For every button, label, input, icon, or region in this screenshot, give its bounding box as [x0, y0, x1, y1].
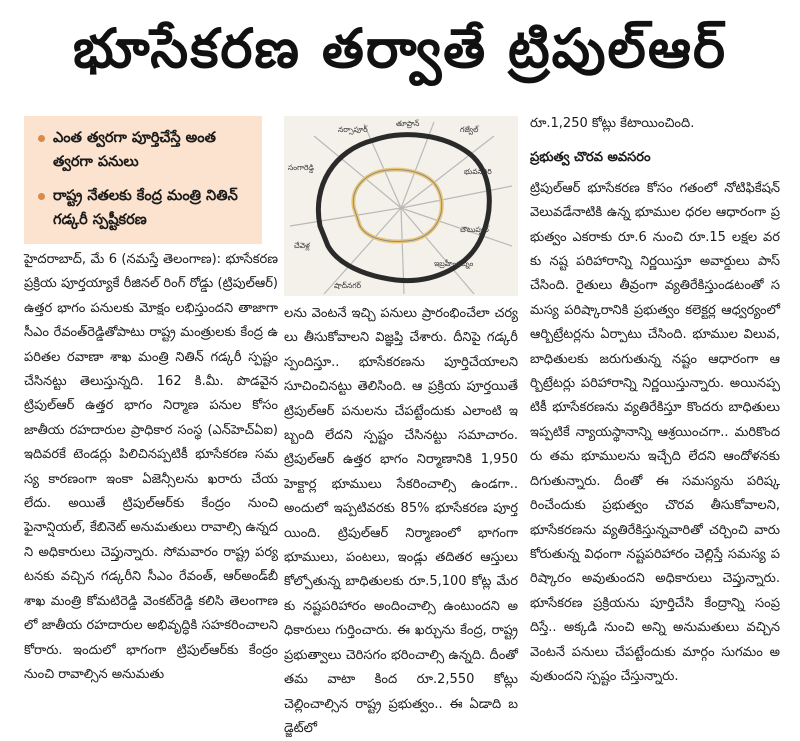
map-label: గజ్వేల్ [460, 125, 479, 134]
article-paragraph: ట్రిపుల్ఆర్ భూసేకరణ కోసం గతంలో నోటిఫికేషన్ వెలువడేనాటికి ఉన్న భూముల ధరల ఆధారంగా ప్రభుత్వం ఎకరాకు రూ.6 నుంచి రూ.15 లక్షల వరకు నష్ట పరిహారాన్ని నిర్ణయిస్తూ అవార్డులు పాస్ చేసింది. రైతులు తీవ్రంగా వ్యతిరేకిస్తుండటంతో సమస్య పరిష్కారానికి ప్రభుత్వం కలెక్టర్ల ఆధ్వర్యంలో ఆర్బిట్రేటర్లను ఏర్పాటు చేసింది. భూముల విలువ, బాధితులకు జరుగుతున్న నష్టం ఆధారంగా ఆర్బిట్రేటర్లు పరిహారాన్ని నిర్ణయిస్తున్నారు. అయినప్పటికీ భూసేకరణను వ్యతిరేకిస్తూ కొందరు బాధితులు ఇప్పటికే న్యాయస్థానాన్ని ఆశ్రయించగా.. మరికొందరు తమ భూములను ఇచ్చేది లేదని ఆందోళనకు దిగుతున్నారు. దీంతో ఈ సమస్యను పరిష్కరించేందుకు ప్రభుత్వం చొరవ తీసుకోవాలని, భూసేకరణను వ్యతిరేకిస్తున్నవారితో చర్చించి వారు కోరుతున్న విధంగా నష్టపరిహారం చెల్లిస్తే సమస్య పరిష్కారం అవుతుందని అధికారులు చెప్తున్నారు. భూసేకరణ ప్రక్రియను పూర్తిచేసి కేంద్రాన్ని సంప్రదిస్తే.. అక్కడి నుంచి అన్ని అనుమతులు వచ్చిన వెంటనే పనులు చేపట్టేందుకు మార్గం సుగమం అవుతుందని స్పష్టం చేస్తున్నారు. [530, 180, 780, 684]
article-column-1 [24, 248, 278, 700]
map-label: తూప్రాన్ [396, 119, 420, 128]
bullet-icon [38, 193, 45, 200]
article-column-2 [284, 302, 518, 736]
highlight-text: ఎంత త్వరగా పూర్తిచేస్తే అంత త్వరగా పనులు [53, 130, 216, 170]
map-label: చేవెళ్ల [294, 241, 310, 250]
article-column-3 [530, 112, 780, 700]
map-label: సంగారెడ్డి [288, 163, 314, 172]
map-label: నర్సాపూర్ [338, 125, 368, 134]
map-label: చౌటుప్పల్ [460, 225, 489, 234]
highlight-item [38, 184, 252, 232]
ring-road-map [284, 116, 518, 296]
article-paragraph: హైదరాబాద్, మే 6 (నమస్తే తెలంగాణ): భూసేకరణ ప్రక్రియ పూర్తయ్యాకే రీజినల్ రింగ్ రోడ్డు (ట్రిపుల్ఆర్) ఉత్తర భాగం పనులకు మోక్షం లభిస్తుందని తాజాగా సీఎం రేవంత్‌రెడ్డితోపాటు రాష్ట్ర మంత్రులకు కేంద్ర ఉపరితల రవాణా శాఖ మంత్రి నితిన్ గడ్కరీ స్పష్టం చేసినట్టు తెలుస్తున్నది. 162 కి.మీ. పొడవైన ట్రిపుల్ఆర్ ఉత్తర భాగం నిర్మాణ పనుల కోసం జాతీయ రహదారుల ప్రాధికార సంస్థ (ఎన్‌హెచ్ఏఐ) ఇదివరకే టెండర్లు పిలిచినప్పటికీ భూసేకరణ సమస్య కారణంగా ఇంకా ఏజెన్సీలను ఖరారు చేయలేదు. అయితే ట్రిపుల్ఆర్‌కు కేంద్రం నుంచి ఫైనాన్షియల్, కేబినెట్ అనుమతులు రావాల్సి ఉన్నదని అధికారులు చెప్తున్నారు. సోమవారం రాష్ట్ర పర్యటనకు వచ్చిన గడ్కరీని సీఎం రేవంత్, ఆర్‌అండ్‌బీ శాఖ మంత్రి కోమటిరెడ్డి వెంకట్‌రెడ్డి కలిసి తెలంగాణలో జాతీయ రహదారుల అభివృద్ధికి సహకరించాలని కోరారు. ఇందులో భాగంగా ట్రిపుల్ఆర్‌కు కేంద్రం నుంచి రావాల్సిన అనుమతు [24, 252, 278, 682]
bullet-icon [38, 135, 45, 142]
article-paragraph: లను వెంటనే ఇచ్చి పనులు ప్రారంభించేలా చర్యలు తీసుకోవాలని విజ్ఞప్తి చేశారు. దీనిపై గడ్కరీ స్పందిస్తూ.. భూసేకరణను పూర్తిచేయాలని సూచించినట్టు తెలిసింది. ఆ ప్రక్రియ పూర్తయితే ట్రిపుల్ఆర్ పనులను చేపట్టేందుకు ఎలాంటి ఇబ్బంది లేదని స్పష్టం చేసినట్టు సమాచారం. ట్రిపుల్ఆర్ ఉత్తర భాగం నిర్మాణానికి 1,950 హెక్టార్ల భూములు సేకరించాల్సి ఉండగా.. అందులో ఇప్పటివరకు 85% భూసేకరణ పూర్తయింది. ట్రిపుల్ఆర్ నిర్మాణంలో భాగంగా భూములు, పంటలు, ఇండ్లు తదితర ఆస్తులు కోల్పోతున్న బాధితులకు రూ.5,100 కోట్ల మేరకు నష్టపరిహారం అందించాల్సి ఉంటుందని అధికారులు గుర్తించారు. ఈ ఖర్చును కేంద్ర, రాష్ట్ర ప్రభుత్వాలు చెరిసగం భరించాల్సి ఉన్నది. దీంతో తమ వాటా కింద రూ.2,550 కోట్లు చెల్లించాల్సిన రాష్ట్ర ప్రభుత్వం.. ఈ ఏడాది బడ్జెట్‌లో [284, 306, 518, 736]
highlights-box [24, 116, 262, 244]
highlight-item [38, 126, 252, 174]
headline: భూసేకరణ తర్వాతే ట్రిపుల్ఆర్ [73, 16, 727, 80]
map-label: ఇబ్రహీంపట్నం [434, 259, 474, 268]
section-subheading: ప్రభుత్వ చొరవ అవసరం [530, 150, 651, 166]
map-label: భువనగిరి [464, 167, 492, 176]
highlight-text: రాష్ట్ర నేతలకు కేంద్ర మంత్రి నితిన్ గడ్కరీ స్పష్టీకరణ [53, 188, 238, 228]
map-graphic [284, 116, 518, 296]
map-label: షాద్‌నగర్ [334, 281, 362, 290]
article-paragraph: రూ.1,250 కోట్లు కేటాయించింది. [530, 116, 695, 131]
